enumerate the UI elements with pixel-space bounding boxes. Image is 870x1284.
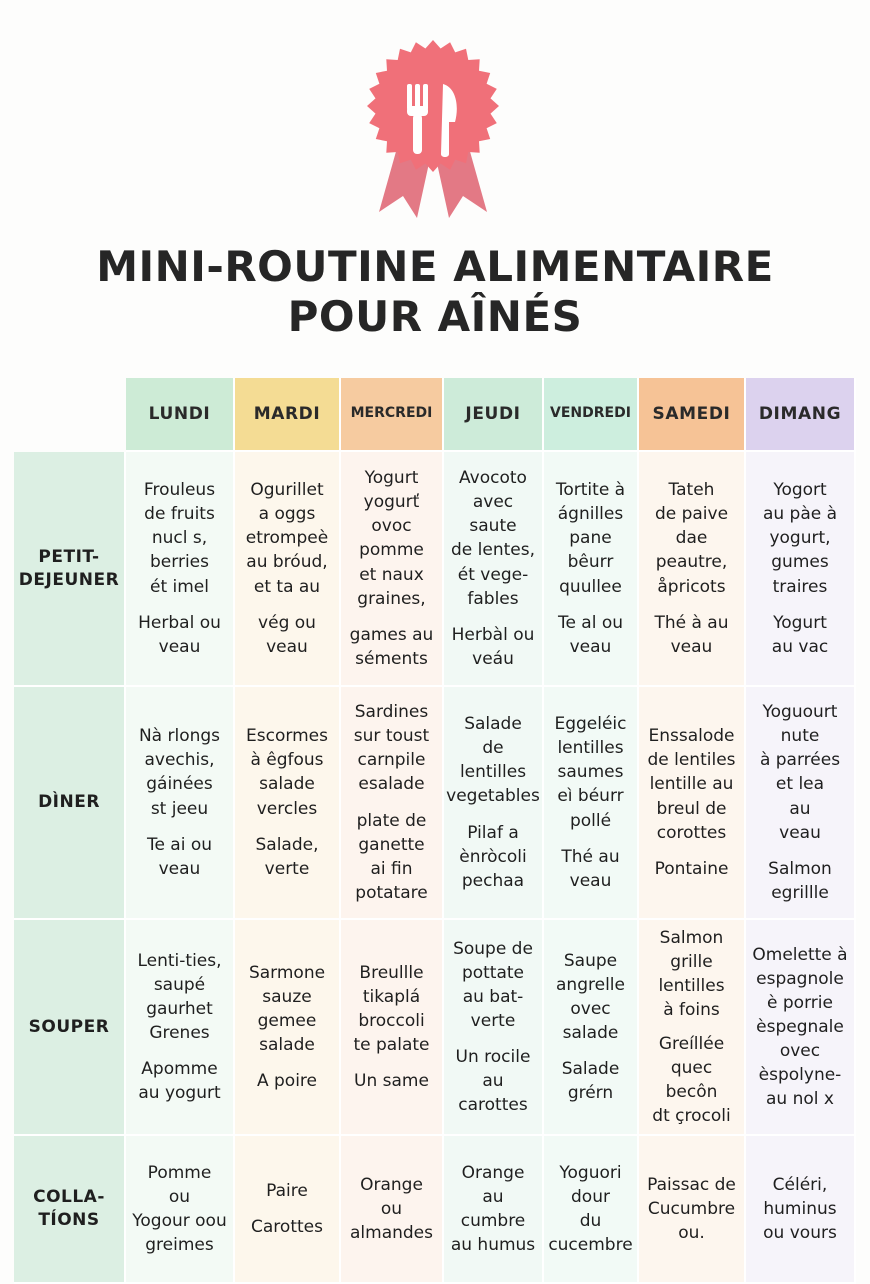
meal-extra-text: vég ou veau: [258, 612, 316, 657]
day-header: LUNDI: [126, 378, 235, 452]
badge-seal: [367, 40, 499, 172]
meal-extra-text: Carottes: [251, 1217, 323, 1237]
meal-cell: [341, 1136, 444, 1284]
meal-main-text: Paire: [266, 1180, 308, 1201]
meal-cell: [341, 920, 444, 1136]
meal-extra-text: Un same: [354, 1071, 429, 1092]
meal-cell: [126, 920, 235, 1136]
meal-main-text: Frouleus de fruits nucl s, berries ét imel: [143, 480, 216, 597]
meal-cell: [544, 687, 639, 920]
meal-extra-text: Herbàl ou veáu: [451, 624, 535, 669]
meal-cell: [544, 1136, 639, 1284]
meal-cell: [444, 452, 544, 687]
meal-cell: [544, 920, 639, 1136]
meal-extra-text: Pontaine: [654, 858, 729, 879]
meal-cell: [126, 1136, 235, 1284]
meal-extra-text: Thé à au veau: [654, 612, 729, 657]
meal-cell: [639, 452, 746, 687]
meal-extra-text: A poire: [256, 1071, 318, 1092]
meal-label: COLLA- TÍONS: [14, 1136, 126, 1284]
meal-cell: [235, 687, 341, 920]
meal-main-text: Saupe angrelle ovec salade: [556, 950, 625, 1043]
page-title-line-2: POUR AÎNÉS: [287, 292, 583, 341]
meal-main-text: Salmon grille lentilles à foins: [658, 928, 725, 1021]
meal-main-text: Avocoto avec saute de lentes, ét vege- fables: [451, 468, 535, 609]
meal-extra-text: Te al ou veau: [557, 612, 624, 657]
meal-cell: [341, 687, 444, 920]
meal-cell: [544, 452, 639, 687]
meal-label: PETIT- DEJEUNER: [14, 452, 126, 687]
meal-main-text: Sarmone sauze gemee salade: [248, 962, 326, 1056]
meal-cell: [639, 687, 746, 920]
meal-cell: [444, 687, 544, 920]
meal-cell: [746, 687, 856, 920]
meal-cell: [126, 687, 235, 920]
meal-extra-text: Salade, verte: [255, 834, 319, 879]
meal-extra-text: games au séments: [349, 624, 434, 669]
meal-label: DÌNER: [14, 687, 126, 920]
meal-cell: [444, 1136, 544, 1284]
meal-cell: [444, 920, 544, 1136]
meal-main-text: Yoguourt nute à parrées et lea au veau: [759, 702, 841, 843]
meal-main-text: Omelette à espagnole è porrie èspegnale ovec èspolyne- au nol x: [752, 944, 848, 1110]
meal-main-text: Orange au cumbre au humus: [450, 1162, 536, 1256]
meal-main-text: Orange ou almandes: [350, 1174, 433, 1244]
page-title-line-1: MINI-ROUTINE ALIMENTAIRE: [96, 242, 774, 291]
meal-main-text: Salade de lentilles vegetables: [446, 714, 540, 807]
meal-main-text: Soupe de pottate au bat- verte: [453, 938, 533, 1031]
meal-extra-text: Yogurt au vac: [771, 612, 829, 657]
meal-extra-text: Te ai ou veau: [146, 834, 213, 879]
meal-main-text: Escormes à êgfous salade vercles: [246, 726, 328, 819]
meal-plan-table: [14, 378, 856, 1284]
meal-main-text: Breullle tikaplá broccoli te palate: [353, 962, 430, 1056]
meal-cell: [235, 452, 341, 687]
meal-extra-text: Herbal ou veau: [138, 612, 221, 657]
meal-extra-text: Apomme au yogurt: [138, 1059, 221, 1104]
meal-cell: [235, 1136, 341, 1284]
meal-extra-text: Salmon egrillle: [768, 858, 832, 903]
meal-label: SOUPER: [14, 920, 126, 1136]
meal-main-text: Yoguori dour du cucembre: [548, 1162, 633, 1256]
day-header: DIMANG: [746, 378, 856, 452]
meal-extra-text: plate de ganette ai fin potatare: [355, 810, 428, 903]
meal-cell: [126, 452, 235, 687]
meal-main-text: Yogort au pàe à yogurt, gumes traires: [762, 480, 838, 597]
meal-extra-text: Salade grérn: [561, 1059, 620, 1104]
meal-main-text: Pomme ou Yogour oou greimes: [132, 1162, 227, 1256]
badge-emblem: [345, 36, 521, 226]
day-header: MERCREDI: [341, 378, 444, 452]
day-header: JEUDI: [444, 378, 544, 452]
meal-main-text: Ogurillet a oggs etrompeè au bróud, et ta au: [245, 480, 329, 597]
meal-main-text: Tortite à ágnilles pane bêurr quullee: [555, 480, 626, 597]
meal-cell: [746, 452, 856, 687]
meal-cell: [341, 452, 444, 687]
meal-extra-text: Thé au veau: [561, 846, 620, 891]
meal-extra-text: Un rocile au carottes: [455, 1047, 531, 1116]
meal-main-text: Tateh de paive dae peautre, åpricots: [654, 480, 729, 597]
meal-main-text: Enssalode de lentiles lentille au breul de corottes: [647, 726, 736, 843]
meal-extra-text: Pilaf a ènròcoli pechaa: [459, 822, 527, 891]
meal-cell: [746, 920, 856, 1136]
day-header: MARDI: [235, 378, 341, 452]
day-header: VENDREDI: [544, 378, 639, 452]
meal-extra-text: Greíllée quec becôn dt çrocoli: [652, 1033, 731, 1126]
meal-main-text: Céléri, huminus ou vours: [763, 1174, 837, 1244]
meal-cell: [639, 1136, 746, 1284]
meal-cell: [746, 1136, 856, 1284]
table-corner: [14, 378, 126, 452]
meal-main-text: Sardines sur toust carnpile esalade: [353, 702, 430, 795]
meal-main-text: Eggeléic lentilles saumes eì béurr pollé: [554, 714, 627, 831]
meal-main-text: Yogurt yogurť ovoc pomme et naux graines,: [357, 468, 426, 609]
day-header: SAMEDI: [639, 378, 746, 452]
meal-cell: [235, 920, 341, 1136]
meal-main-text: Lenti-ties, saupé gaurhet Grenes: [137, 950, 222, 1043]
meal-main-text: Nà rlongs avechis, gáinées st jeeu: [138, 726, 221, 819]
meal-main-text: Paissac de Cucumbre ou.: [647, 1174, 736, 1244]
meal-cell: [639, 920, 746, 1136]
